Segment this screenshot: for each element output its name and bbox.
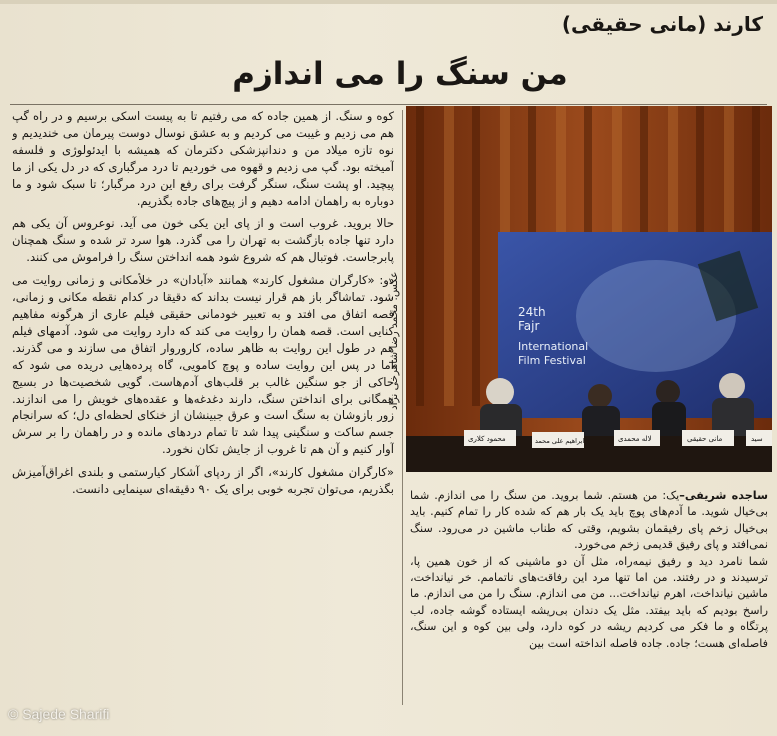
paragraph: «کارگران مشغول کارند»، اگر از ردپای آشکار کیارستمی و بلندی اغراق‌آمیزش بگذریم، می‌توان تجربه خوبی برای یک ۹۰ دقیقه‌ای سینمایی دانست. (12, 465, 394, 497)
paragraph: حالا بروید. غروب است و از پای این یکی خون می آید. نوعروس آن یکی هم دارد تنها جاده بازگشت به تهران را می گذرد. هوا سرد تر شده و سنگ همچنان پابرجاست. فوتبال هم که شروع شود همه انداختن سنگ را فراموش می کنند. (12, 216, 394, 265)
paragraph-text: یک: من هستم. شما بروید. من سنگ را می اندازم. شما بی‌خیال شوید. ما آدم‌های پوچ باید یک بار هم که شده کار را تمام کنیم. باید بی‌خیال زخم پای رفیقمان بشویم، وقتی که طناب ماشین در می‌رود. سنگ نمی‌افتد و پای رفیق قدیمی زخم می‌خورد. (410, 489, 768, 552)
photo-illustration (406, 106, 772, 472)
nameplate: لاله محمدی (618, 435, 652, 443)
left-article-column (12, 108, 394, 720)
paragraph: دو: «کارگران مشغول کارند» همانند «آبادان» در خلأمکانی و زمانی روایت می شود. تماشاگر باز هم قرار نیست بداند که دقیقا در کدام نقطه مکانی و زمانی، قصه اتفاق می افتد و به تعبیر خودمانی حقیقی فیلم عاری از هرگونه مفاهیم کنایی است. قصه همان را روایت می کند که دارد روایت می شود. آدمهای فیلم هم در طول این روایت به ظاهر ساده، کاروروار اتفاق می سازند و می گذرند. اما در پس این روایت ساده و پوچ کامویی، گاه پرده‌هایی دریده می شود که حاکی از جو سنگین غالب بر قلب‌های آدم‌هاست. گویی شخصیت‌ها در بسیج همگانی برای انداختن سنگ، دارند دغدغه‌ها و عقده‌های خویش را می اندازند. زور بازوشان به سنگ است و عرق جبینشان از خنکای لحظه‌ای دل؛ که سرانجام جسم ساکت و سنگینی پیدا شد تا تمام دردهای مانده و در راهمان را بر سرش آوار کنیم و آن هم تا غروب از جایش تکان نخورد. (12, 273, 394, 457)
backdrop-international: International (518, 340, 589, 353)
paragraph (410, 488, 768, 554)
backdrop-festival: Film Festival (518, 354, 586, 367)
right-article-column (410, 488, 768, 720)
backdrop-fajr: Fajr (518, 319, 540, 333)
headline: من سنگ را می اندازم (232, 56, 568, 92)
headline-divider (10, 104, 767, 105)
backdrop-edition: 24th (518, 305, 546, 319)
nameplate: مانی حقیقی (687, 435, 723, 443)
nameplate: محمود کلاری (468, 435, 506, 443)
watermark: © Sajede Sharifi (8, 706, 110, 722)
nameplate: سید (751, 435, 763, 443)
nameplates (464, 430, 772, 448)
press-conference-photo (406, 106, 772, 472)
column-divider (402, 110, 403, 705)
author-lead: ساجده شریفی– (679, 489, 768, 502)
paragraph: شما نامرد دید و رفیق نیمه‌راه، مثل آن دو ماشینی که از خون همین پا، ترسیدند و در رفتند. من اما تنها مرد این رفاقت‌های ناتمامم. خر نیانداخت، ماشین نیانداخت، اهرم نیانداخت... من می اندازم. سنگ را من می اندازم. ما راسخ بودیم که باید بیفتد. مثل یک دندان بی‌ریشه ایستاده گوشه جاده، لب پرتگاه و ما فکر می کردیم ریشه در کوه دارد، ولی بین کوه و این سنگ، فاصله‌ای هست؛ جاده. جاده فاصله انداخته است بین (410, 554, 768, 650)
photo-credit-text: عکس: محمد رضا شاهرخی نژاد (388, 271, 400, 410)
top-border (0, 0, 777, 4)
section-byline: کارند (مانی حقیقی) (561, 12, 763, 36)
paragraph: کوه و سنگ. از همین جاده که می رفتیم تا به پیست اسکی برسیم و در راه گپ هم می زدیم و غیبت می کردیم و به عشق نوسال دوست پیرمان می خندیدیم و نوه تازه میلاد من و دندانپزشکی دکترمان که همیشه با ایدئولوژی و فلسفه آمیخته بود. گپ می زدیم و قهوه می خوردیم تا درد مرگباری که در دل یکی از ما پیچید. او پشت سنگ، سنگر گرفت برای رفع این درد مرگبار؛ تا سبک شود و ما دوباره به راهمان ادامه دهیم و از پیچ‌های جاده بگذریم. (12, 109, 394, 208)
nameplate: ابراهیم علی محمد (535, 437, 585, 445)
